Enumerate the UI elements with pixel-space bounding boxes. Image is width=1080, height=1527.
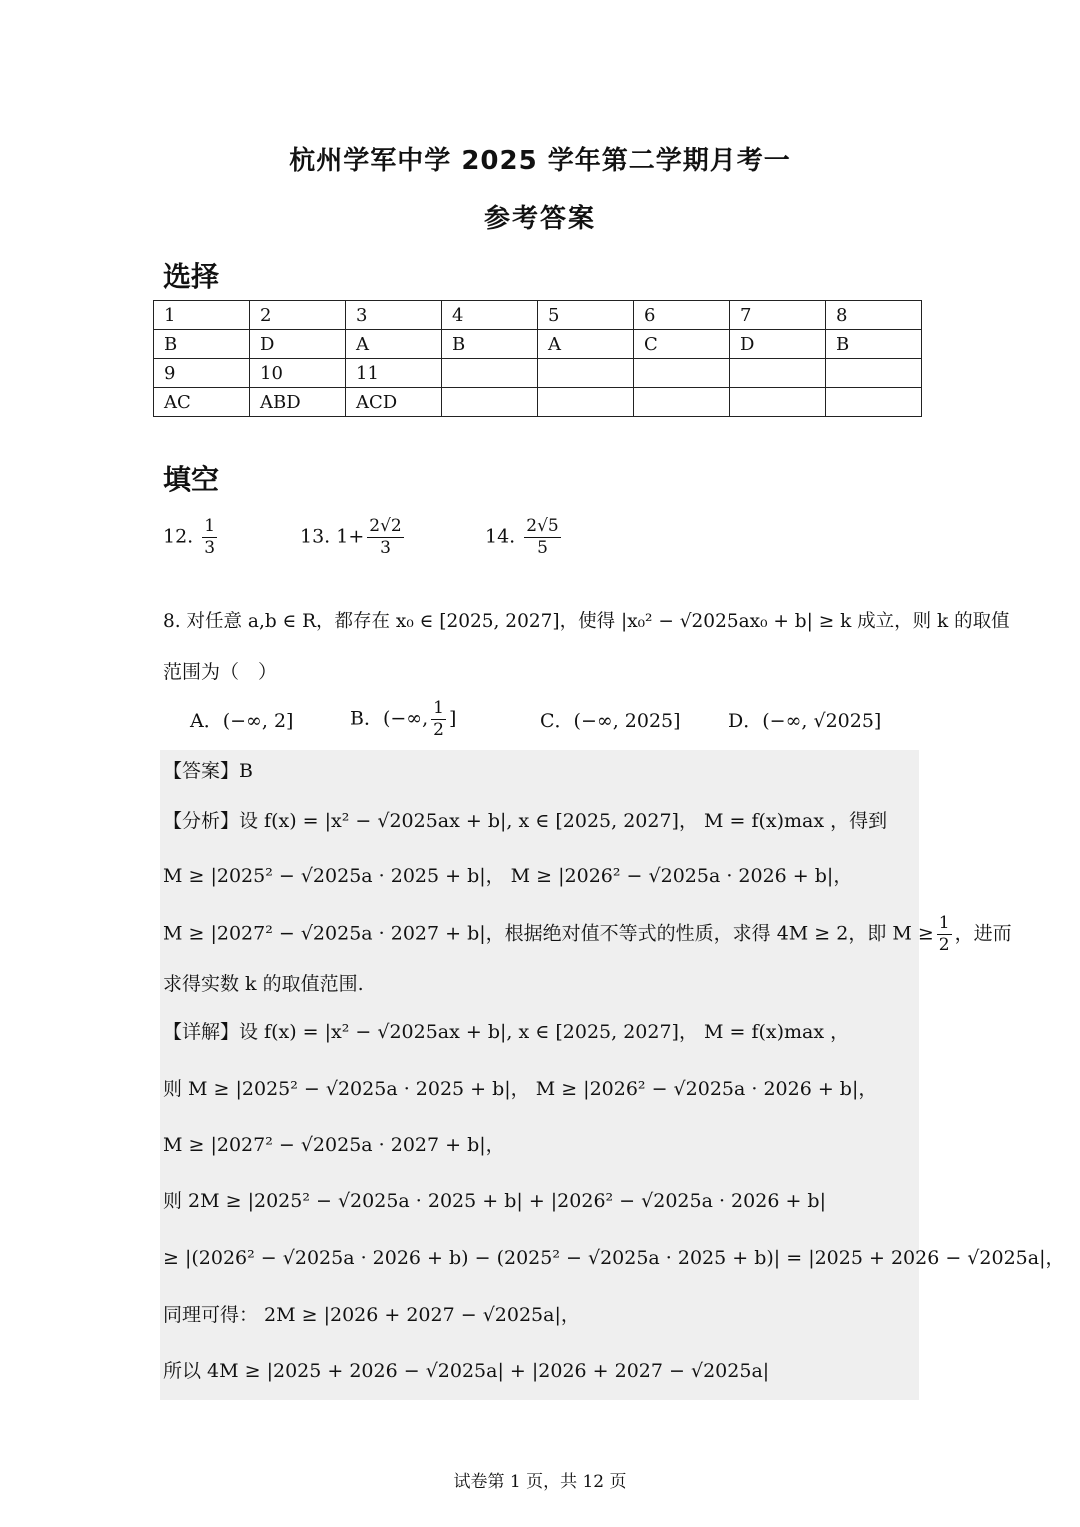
q14-fraction [524,518,560,557]
q13-denominator: 3 [380,538,391,558]
option-b [350,700,456,739]
option-b-fraction [431,700,446,739]
choice-answer-table [153,300,922,417]
q13-fraction [367,518,403,557]
q14-numerator: 2√5 [526,516,559,536]
q13-numerator: 2√2 [369,516,402,536]
q13-label: 13. [300,525,331,548]
option-b-numerator: 1 [433,698,444,718]
analysis-line-1: 【分析】设 f(x) = |x² − √2025ax + b|, x ∈ [2025, 2027]， M = f(x)max ，得到 [163,810,888,832]
analysis-line-3-text: M ≥ |2027² − √2025a · 2027 + b|，根据绝对值不等式的性质，求得 4M ≥ 2，即 M ≥ [163,922,934,945]
table-cell [826,359,922,388]
detail-line-5: ≥ |(2026² − √2025a · 2026 + b) − (2025² − √2025a · 2025 + b)| = |2025 + 2026 − √2025a|， [163,1247,1065,1269]
table-cell: 8 [826,301,922,330]
q14-denominator: 5 [537,538,548,558]
analysis-line-3-fraction [937,915,952,954]
page-footer: 试卷第 1 页，共 12 页 [453,1472,627,1492]
analysis-3-denominator: 2 [938,935,950,955]
table-row [154,388,922,417]
analysis-line-3-tail: ，进而 [954,922,1012,945]
option-b-denominator: 2 [433,720,444,740]
analysis-line-3 [163,915,1012,954]
table-cell: 10 [250,359,346,388]
table-row [154,330,922,359]
detail-line-6: 同理可得： 2M ≥ |2026 + 2027 − √2025a|， [163,1304,580,1326]
q12-fraction [202,518,217,557]
table-cell: 1 [154,301,250,330]
table-cell: 5 [538,301,634,330]
table-cell [538,359,634,388]
option-b-prefix: B．(−∞, [350,707,429,730]
table-cell: 2 [250,301,346,330]
table-cell [538,388,634,417]
table-cell [730,388,826,417]
table-cell: 6 [634,301,730,330]
choice-section-title: 选择 [163,260,220,293]
option-d: D．(−∞, √2025] [728,710,882,732]
page-subtitle: 参考答案 [483,204,596,234]
q12-numerator: 1 [204,516,216,536]
table-cell [634,359,730,388]
question-stem-line1: 8. 对任意 a,b ∈ R，都存在 x₀ ∈ [2025, 2027]，使得 |x₀² − √2025ax₀ + b| ≥ k 成立，则 k 的取值 [163,611,1010,632]
table-cell: 9 [154,359,250,388]
table-cell: ABD [250,388,346,417]
table-cell [826,388,922,417]
detail-line-3: M ≥ |2027² − √2025a · 2027 + b|， [163,1134,505,1156]
detail-line-1: 【详解】设 f(x) = |x² − √2025ax + b|, x ∈ [2025, 2027]， M = f(x)max ， [163,1021,850,1043]
table-cell: 3 [346,301,442,330]
option-c: C．(−∞, 2025] [540,710,681,732]
table-row [154,301,922,330]
table-cell: B [154,330,250,359]
detail-line-4: 则 2M ≥ |2025² − √2025a · 2025 + b| + |2026² − √2025a · 2026 + b| [163,1190,826,1212]
table-cell: AC [154,388,250,417]
table-cell: D [730,330,826,359]
table-cell: 11 [346,359,442,388]
table-cell: ACD [346,388,442,417]
table-cell: B [826,330,922,359]
answer-line: 【答案】B [163,760,253,782]
fill-answer-13 [300,518,407,557]
table-cell: 7 [730,301,826,330]
page-title: 杭州学军中学 2025 学年第二学期月考一 [289,146,791,176]
q12-label: 12. [163,525,194,548]
analysis-line-4: 求得实数 k 的取值范围. [163,973,364,995]
fill-section-title: 填空 [163,463,220,496]
q14-label: 14. [485,525,516,548]
fill-answer-14 [485,518,564,557]
table-cell [730,359,826,388]
table-cell: A [346,330,442,359]
fill-answer-12 [163,518,220,557]
table-cell [442,359,538,388]
table-cell: 4 [442,301,538,330]
solution-panel [160,750,919,1400]
option-a: A．(−∞, 2] [190,710,294,732]
table-cell [442,388,538,417]
table-cell: D [250,330,346,359]
analysis-line-2: M ≥ |2025² − √2025a · 2025 + b|， M ≥ |2026² − √2025a · 2026 + b|， [163,865,853,887]
option-b-suffix: ] [449,707,457,730]
detail-line-2: 则 M ≥ |2025² − √2025a · 2025 + b|， M ≥ |2026² − √2025a · 2026 + b|， [163,1078,878,1100]
question-stem-line2: 范围为（ ） [163,661,278,683]
q13-lead: 1+ [336,525,365,548]
table-cell [634,388,730,417]
table-cell: B [442,330,538,359]
detail-line-7: 所以 4M ≥ |2025 + 2026 − √2025a| + |2026 + 2027 − √2025a| [163,1360,770,1382]
table-row [154,359,922,388]
table-cell: C [634,330,730,359]
analysis-3-numerator: 1 [938,913,950,933]
table-cell: A [538,330,634,359]
q12-denominator: 3 [204,538,216,558]
